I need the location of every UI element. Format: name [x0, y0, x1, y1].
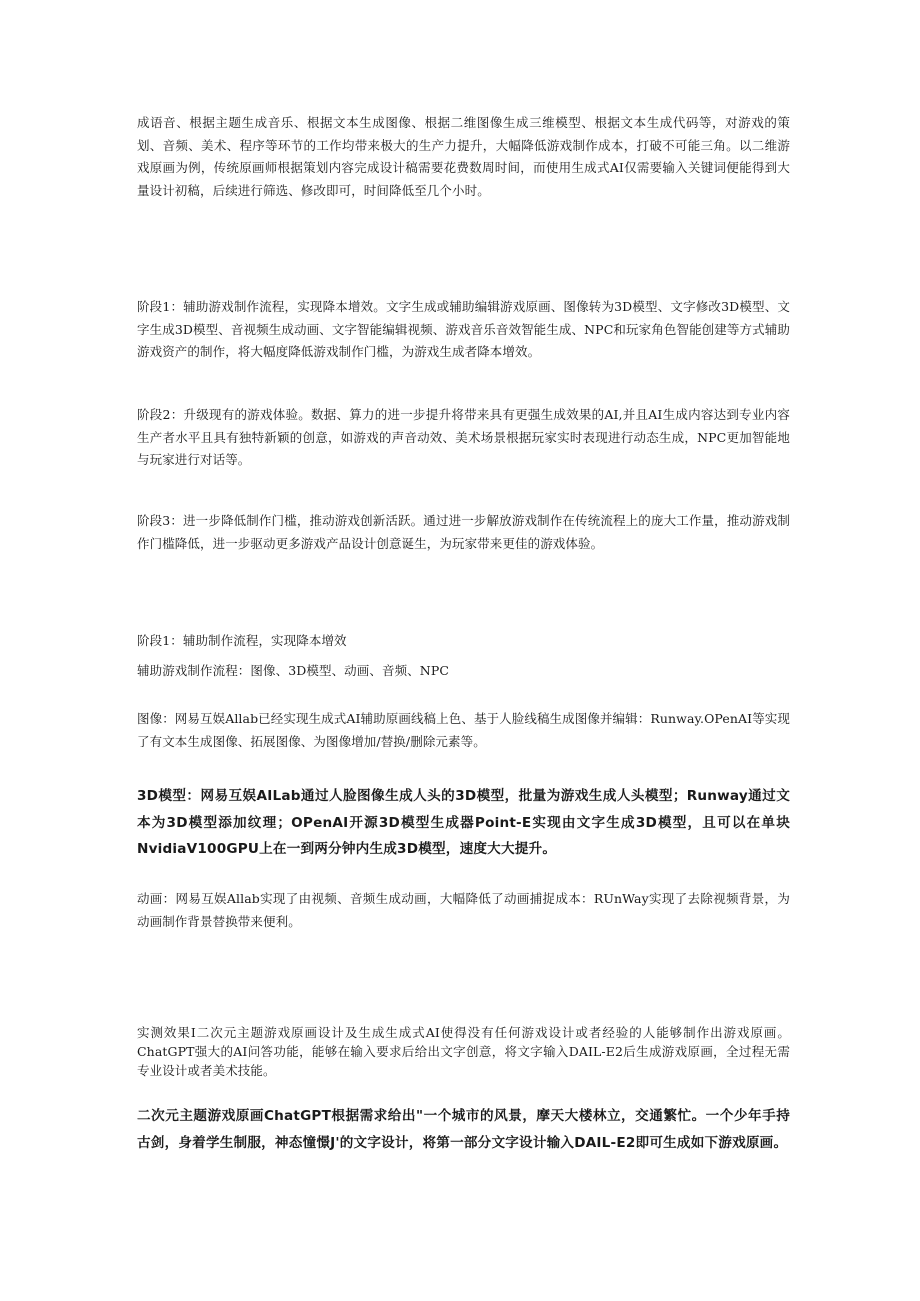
- paragraph-stage-1: 阶段1：辅助游戏制作流程，实现降本增效。文字生成或辅助编辑游戏原画、图像转为3D模型、文字修改3D模型、文字生成3D模型、音视频生成动画、文字智能编辑视频、游戏音乐音效智能生成、NPC和玩家角色智能创建等方式辅助游戏资产的制作，将大幅度降低游戏制作门槛，为游戏生成者降本增效。: [137, 299, 790, 360]
- paragraph-anime-concept-art: 二次元主题游戏原画ChatGPT根据需求给出"一个城市的风景，摩天大楼林立，交通繁忙。一个少年手持古剑，身着学生制服，神态憧憬J'的文字设计，将第一部分文字设计输入DAIL-E2即可生成如下游戏原画。: [137, 1108, 790, 1151]
- paragraph-assist-workflow: 辅助游戏制作流程：图像、3D模型、动画、音频、NPC: [137, 663, 449, 678]
- paragraph-animation: 动画：网易互娱Allab实现了由视频、音频生成动画，大幅降低了动画捕捉成本：RUnWay实现了去除视频背景，为动画制作背景替换带来便利。: [137, 891, 790, 929]
- paragraph-stage-2: 阶段2：升级现有的游戏体验。数据、算力的进一步提升将带来具有更强生成效果的AI,并且AI生成内容达到专业内容生产者水平且具有独特新颖的创意，如游戏的声音动效、美术场景根据玩家实时表现进行动态生成，NPC更加智能地与玩家进行对话等。: [137, 407, 790, 468]
- paragraph-stage-1-heading: 阶段1：辅助制作流程，实现降本增效: [137, 633, 347, 648]
- paragraph-3d-model: 3D模型：网易互娱AILab通过人脸图像生成人头的3D模型，批量为游戏生成人头模型；Runway通过文本为3D模型添加纹理；OPenAI开源3D模型生成器Point-E实现由文字生成3D模型，且可以在单块NvidiaV100GPU上在一到两分钟内生成3D模型，速度大大提升。: [137, 788, 790, 857]
- paragraph-game-production-intro: 成语音、根据主题生成音乐、根据文本生成图像、根据二维图像生成三维模型、根据文本生成代码等，对游戏的策划、音频、美术、程序等环节的工作均带来极大的生产力提升，大幅降低游戏制作成本，打破不可能三角。以二维游戏原画为例，传统原画师根据策划内容完成设计稿需要花费数周时间，而使用生成式AI仅需要输入关键词便能得到大量设计初稿，后续进行筛选、修改即可，时间降低至几个小时。: [137, 115, 790, 198]
- paragraph-image: 图像：网易互娱Allab已经实现生成式AI辅助原画线稿上色、基于人脸线稿生成图像并编辑：Runway.OPenAI等实现了有文本生成图像、拓展图像、为图像增加/替换/删除元素等。: [137, 711, 790, 749]
- paragraph-test-results: 实测效果I二次元主题游戏原画设计及生成生成式AI使得没有任何游戏设计或者经验的人能够制作出游戏原画。ChatGPT强大的AI问答功能，能够在输入要求后给出文字创意，将文字输入DAIL-E2后生成游戏原画，全过程无需专业设计或者美术技能。: [137, 1025, 790, 1078]
- paragraph-stage-3: 阶段3：进一步降低制作门槛，推动游戏创新活跃。通过进一步解放游戏制作在传统流程上的庞大工作量，推动游戏制作门槛降低，进一步驱动更多游戏产品设计创意诞生，为玩家带来更佳的游戏体验。: [137, 513, 790, 551]
